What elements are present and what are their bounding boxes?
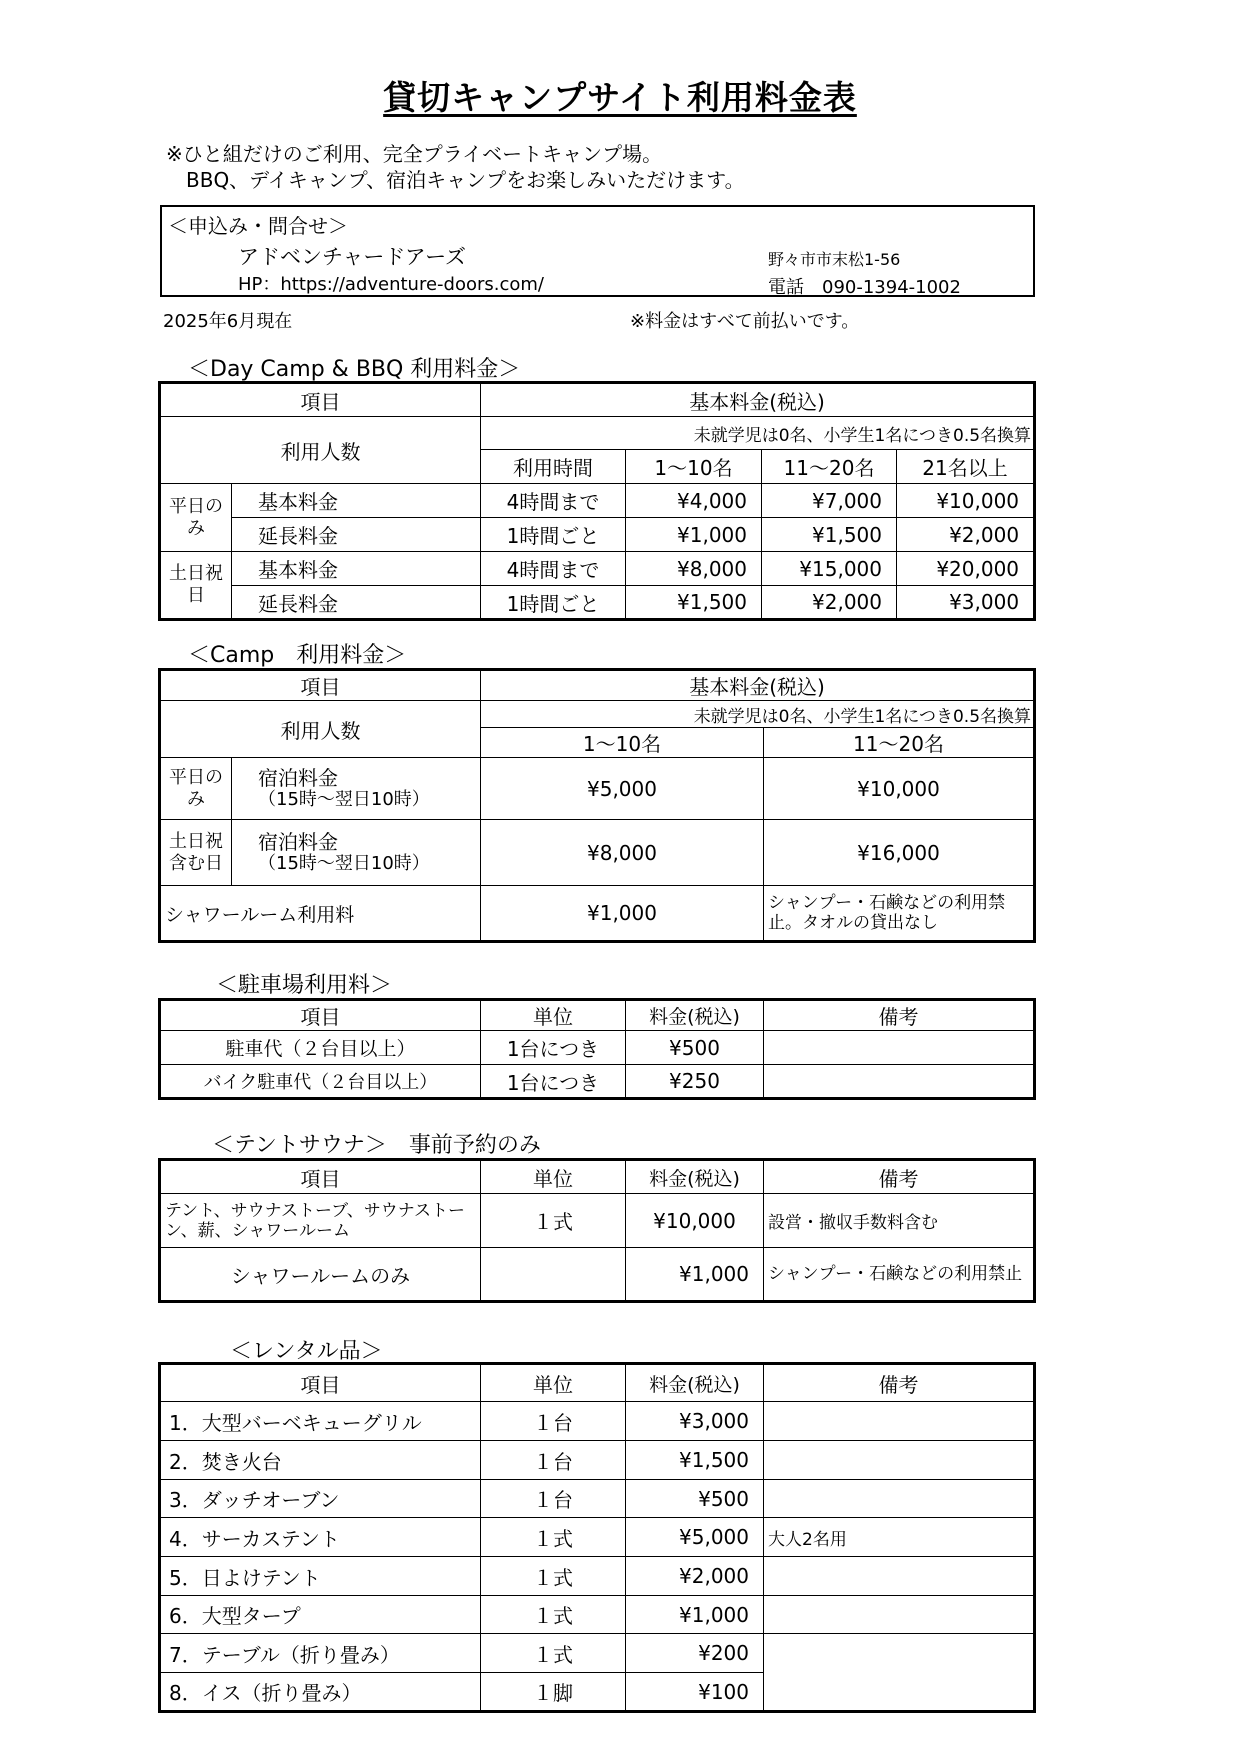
contact-box [160, 205, 1035, 297]
table-row-unit: １台 [481, 1441, 626, 1480]
header-time: 利用時間 [481, 450, 626, 484]
price-cell: ¥10,000 [764, 758, 1035, 820]
row-name [232, 820, 481, 886]
table-row-note [764, 1031, 1035, 1065]
table-row-item: シャワールームのみ [160, 1248, 481, 1302]
header-note: 備考 [764, 1364, 1035, 1402]
header-unit: 単位 [481, 1364, 626, 1402]
header-base-fee: 基本料金(税込) [481, 383, 1035, 417]
header-price: 料金(税込) [626, 1364, 764, 1402]
table-row-unit: 1台につき [481, 1031, 626, 1065]
header-price: 料金(税込) [626, 1000, 764, 1031]
sauna-table [158, 1158, 1036, 1303]
header-col-3: 21名以上 [897, 450, 1035, 484]
table-row-item: 2．焚き火台 [160, 1441, 481, 1480]
table-row-unit [481, 1248, 626, 1302]
price-cell: ¥15,000 [762, 552, 897, 586]
table-row-note [764, 1634, 1035, 1712]
sauna-section-heading: ＜テントサウナ＞ 事前予約のみ [212, 1133, 541, 1158]
price-cell: ¥7,000 [762, 484, 897, 518]
table-row-item: 6．大型タープ [160, 1596, 481, 1634]
contact-hp: HP：https://adventure-doors.com/ [238, 274, 544, 295]
as-of-date: 2025年6月現在 [163, 311, 293, 332]
header-item: 項目 [160, 1364, 481, 1402]
table-row-item: 8．イス（折り畳み） [160, 1673, 481, 1712]
price-cell: ¥20,000 [897, 552, 1035, 586]
row-time: 4時間まで [481, 484, 626, 518]
table-row-price: ¥10,000 [626, 1194, 764, 1248]
row-name: 延長料金 [232, 586, 481, 620]
table-row-item: 5．日よけテント [160, 1557, 481, 1596]
table-row-note [764, 1596, 1035, 1634]
price-cell: ¥1,000 [626, 518, 762, 552]
price-cell: ¥10,000 [897, 484, 1035, 518]
header-note: 備考 [764, 1000, 1035, 1031]
price-cell: ¥1,500 [762, 518, 897, 552]
table-row-note [764, 1402, 1035, 1441]
table-row-item: テント、サウナストーブ、サウナストーン、薪、シャワールーム [160, 1194, 481, 1248]
table-row-note: 大人2名用 [764, 1518, 1035, 1557]
table-row-price: ¥3,000 [626, 1402, 764, 1441]
parking-section-heading: ＜駐車場利用料＞ [216, 973, 393, 998]
rental-table [158, 1362, 1036, 1713]
table-row-note [764, 1441, 1035, 1480]
table-row-price: ¥200 [626, 1634, 764, 1673]
row-name-sub: （15時～翌日10時） [258, 788, 430, 810]
price-cell: ¥3,000 [897, 586, 1035, 620]
table-row-price: ¥500 [626, 1031, 764, 1065]
table-row-price: ¥2,000 [626, 1557, 764, 1596]
row-time: 1時間ごと [481, 586, 626, 620]
table-row-item: 3．ダッチオーブン [160, 1480, 481, 1518]
contact-phone: 電話 090-1394-1002 [768, 277, 961, 298]
table-row-unit: １脚 [481, 1673, 626, 1712]
row-time: 4時間まで [481, 552, 626, 586]
table-row-unit: １式 [481, 1596, 626, 1634]
table-row-item: 4．サーカステント [160, 1518, 481, 1557]
price-cell: ¥2,000 [762, 586, 897, 620]
table-row-unit: １台 [481, 1402, 626, 1441]
row-name-sub: （15時～翌日10時） [258, 852, 430, 874]
table-row-price: ¥1,500 [626, 1441, 764, 1480]
price-cell: ¥1,500 [626, 586, 762, 620]
header-note: 備考 [764, 1160, 1035, 1194]
header-col-2: 11～20名 [764, 728, 1035, 758]
table-row-note [764, 1557, 1035, 1596]
table-row-price: ¥100 [626, 1673, 764, 1712]
price-cell: ¥8,000 [626, 552, 762, 586]
conversion-note: 未就学児は0名、小学生1名につき0.5名換算 [481, 701, 1035, 728]
header-col-1: 1～10名 [626, 450, 762, 484]
contact-address: 野々市市末松1-56 [768, 250, 901, 269]
header-people: 利用人数 [160, 701, 481, 758]
parking-table [158, 998, 1036, 1100]
row-name: 延長料金 [232, 518, 481, 552]
header-col-1: 1～10名 [481, 728, 764, 758]
price-cell: ¥4,000 [626, 484, 762, 518]
table-row-note: シャンプー・石鹸などの利用禁止 [764, 1248, 1035, 1302]
day-price-table [158, 381, 1036, 621]
table-row-item: 駐車代（２台目以上） [160, 1031, 481, 1065]
shower-fee-note: シャンプー・石鹸などの利用禁止。タオルの貸出なし [764, 886, 1035, 942]
day-section-heading: ＜Day Camp & BBQ 利用料金＞ [188, 357, 521, 382]
group-label: 平日のみ [160, 758, 232, 820]
header-col-2: 11～20名 [762, 450, 897, 484]
table-row-price: ¥5,000 [626, 1518, 764, 1557]
prepay-note: ※料金はすべて前払いです。 [630, 311, 860, 332]
table-row-price: ¥500 [626, 1480, 764, 1518]
table-row-item: 7．テーブル（折り畳み） [160, 1634, 481, 1673]
conversion-note: 未就学児は0名、小学生1名につき0.5名換算 [481, 417, 1035, 450]
table-row-unit: １式 [481, 1518, 626, 1557]
header-price: 料金(税込) [626, 1160, 764, 1194]
price-cell: ¥5,000 [481, 758, 764, 820]
shower-fee-label: シャワールーム利用料 [160, 886, 481, 942]
table-row-unit: １式 [481, 1194, 626, 1248]
header-item: 項目 [160, 1160, 481, 1194]
table-row-unit: 1台につき [481, 1065, 626, 1099]
group-label: 土日祝含む日 [160, 820, 232, 886]
table-row-unit: １式 [481, 1634, 626, 1673]
table-row-item: 1．大型バーベキューグリル [160, 1402, 481, 1441]
rental-section-heading: ＜レンタル品＞ [230, 1339, 383, 1364]
table-row-note [764, 1065, 1035, 1099]
table-row-price: ¥1,000 [626, 1248, 764, 1302]
row-time: 1時間ごと [481, 518, 626, 552]
group-label: 土日祝日 [160, 552, 232, 620]
header-base-fee: 基本料金(税込) [481, 670, 1035, 701]
contact-name: アドベンチャードアーズ [238, 245, 467, 269]
header-item: 項目 [160, 383, 481, 417]
camp-price-table [158, 668, 1036, 943]
group-label: 平日のみ [160, 484, 232, 552]
row-name-main: 宿泊料金 [258, 829, 338, 854]
row-name-main: 宿泊料金 [258, 765, 338, 790]
row-name [232, 758, 481, 820]
camp-section-heading: ＜Camp 利用料金＞ [188, 643, 407, 668]
header-unit: 単位 [481, 1160, 626, 1194]
price-cell: ¥2,000 [897, 518, 1035, 552]
table-row-unit: １台 [481, 1480, 626, 1518]
table-row-note: 設営・撤収手数料含む [764, 1194, 1035, 1248]
header-people: 利用人数 [160, 417, 481, 484]
table-row-note [764, 1480, 1035, 1518]
shower-fee-price: ¥1,000 [481, 886, 764, 942]
contact-heading: ＜申込み・問合せ＞ [168, 214, 348, 238]
table-row-price: ¥250 [626, 1065, 764, 1099]
price-cell: ¥8,000 [481, 820, 764, 886]
header-item: 項目 [160, 670, 481, 701]
table-row-price: ¥1,000 [626, 1596, 764, 1634]
page-title: 貸切キャンプサイト利用料金表 [383, 78, 857, 117]
table-row-unit: １式 [481, 1557, 626, 1596]
header-item: 項目 [160, 1000, 481, 1031]
price-cell: ¥16,000 [764, 820, 1035, 886]
intro-line-2: BBQ、デイキャンプ、宿泊キャンプをお楽しみいただけます。 [186, 168, 745, 192]
row-name: 基本料金 [232, 552, 481, 586]
row-name: 基本料金 [232, 484, 481, 518]
header-unit: 単位 [481, 1000, 626, 1031]
intro-line-1: ※ひと組だけのご利用、完全プライベートキャンプ場。 [166, 142, 663, 166]
table-row-item: バイク駐車代（２台目以上） [160, 1065, 481, 1099]
